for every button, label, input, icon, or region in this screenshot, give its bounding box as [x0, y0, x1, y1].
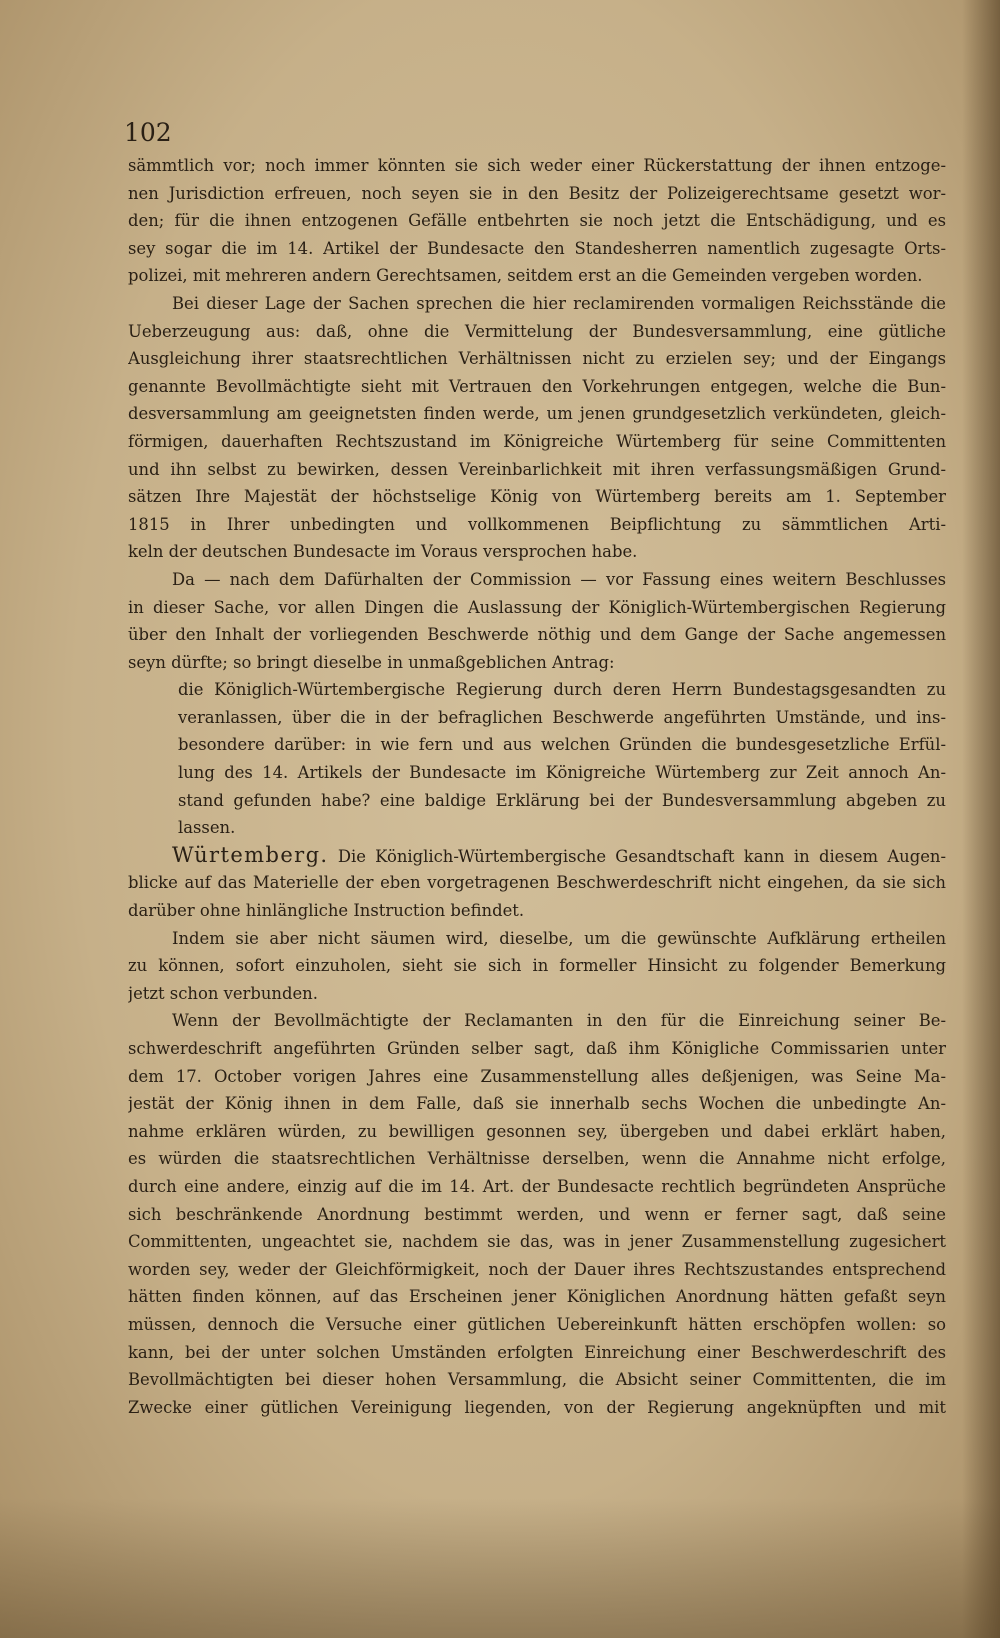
- text-line: desversammlung am geeignetsten finden werde, um jenen grundgesetzlich verkündeten, gleich-: [128, 404, 946, 424]
- text-line: kann, bei der unter solchen Umständen erfolgten Einreichung einer Beschwerdeschrift des: [128, 1342, 946, 1362]
- text-line: schwerdeschrift angeführten Gründen selber sagt, daß ihm Königliche Commissarien unter: [128, 1039, 946, 1058]
- text-line: darüber ohne hinlängliche Instruction befindet.: [128, 901, 525, 921]
- text-line: jetzt schon verbunden.: [128, 983, 318, 1003]
- motion-text-line: veranlassen, über die in der befraglichen Beschwerde angeführten Umstände, und ins-: [178, 707, 946, 727]
- speaker-name: Würtemberg.: [172, 842, 329, 867]
- motion-text-line: lung des 14. Artikels der Bundesacte im Königreiche Würtemberg zur Zeit annoch An-: [178, 763, 946, 783]
- text-line: polizei, mit mehreren andern Gerechtsamen, seitdem erst an die Gemeinden vergeben worden.: [128, 266, 923, 286]
- text-line: sätzen Ihre Majestät der höchstselige König von Würtemberg bereits am 1. September: [128, 487, 946, 507]
- text-line: Zwecke einer gütlichen Vereinigung liegenden, von der Regierung angeknüpften und mit: [128, 1397, 946, 1417]
- motion-text-line: besondere darüber: in wie fern und aus welchen Gründen die bundesgesetzliche Erfül-: [178, 735, 946, 755]
- text-line: nahme erklären würden, zu bewilligen gesonnen sey, übergeben und dabei erklärt haben,: [128, 1121, 946, 1141]
- page-number: 102: [124, 118, 172, 147]
- text-line: Bevollmächtigten bei dieser hohen Versammlung, die Absicht seiner Committenten, die im: [128, 1370, 946, 1390]
- text-line: Indem sie aber nicht säumen wird, dieselbe, um die gewünschte Aufklärung ertheilen: [172, 928, 946, 948]
- text-line: müssen, dennoch die Versuche einer gütlichen Uebereinkunft hätten erschöpfen wollen: so: [128, 1314, 946, 1334]
- text-line: jestät der König ihnen in dem Falle, daß sie innerhalb sechs Wochen die unbedingte An-: [128, 1094, 946, 1114]
- text-line: blicke auf das Materielle der eben vorgetragenen Beschwerdeschrift nicht eingehen, da sie sich: [128, 873, 946, 893]
- text-line: dem 17. October vorigen Jahres eine Zusammenstellung alles deßjenigen, was Seine Ma-: [128, 1066, 946, 1086]
- motion-text-line: die Königlich-Würtembergische Regierung durch deren Herrn Bundestagsgesandten zu: [178, 680, 946, 700]
- text-line: Bei dieser Lage der Sachen sprechen die hier reclamirenden vormaligen Reichsstände die: [172, 293, 946, 313]
- speaker-statement: Die Königlich-Würtembergische Gesandtschaft kann in diesem Augen-: [337, 846, 946, 866]
- text-line: sey sogar die im 14. Artikel der Bundesacte den Standesherren namentlich zugesagte Orts-: [128, 238, 946, 258]
- text-line: sämmtlich vor; noch immer könnten sie sich weder einer Rückerstattung der ihnen entzoge-: [128, 156, 946, 175]
- text-line: zu können, sofort einzuholen, sieht sie sich in formeller Hinsicht zu folgender Bemerkung: [128, 956, 946, 976]
- text-line: und ihn selbst zu bewirken, dessen Vereinbarlichkeit mit ihren verfassungsmäßigen Grund-: [128, 459, 946, 479]
- text-line: Ueberzeugung aus: daß, ohne die Vermittelung der Bundesversammlung, eine gütliche: [128, 321, 946, 341]
- motion-text-line: lassen.: [178, 818, 236, 838]
- text-line: Ausgleichung ihrer staatsrechtlichen Verhältnissen nicht zu erzielen sey; und der Eingangs: [128, 349, 946, 369]
- text-line: [128, 842, 946, 870]
- page-edge-shadow: [962, 0, 1000, 1638]
- text-line: Da — nach dem Dafürhalten der Commission — vor Fassung eines weitern Beschlusses: [172, 569, 946, 589]
- text-line: 1815 in Ihrer unbedingten und vollkommenen Beipflichtung zu sämmtlichen Arti-: [128, 514, 946, 534]
- text-line: förmigen, dauerhaften Rechtszustand im Königreiche Würtemberg für seine Committenten: [128, 431, 946, 451]
- text-line: es würden die staatsrechtlichen Verhältnisse derselben, wenn die Annahme nicht erfolge,: [128, 1149, 946, 1169]
- text-line: nen Jurisdiction erfreuen, noch seyen sie in den Besitz der Polizeigerechtsame gesetzt wor-: [128, 183, 946, 203]
- text-line: keln der deutschen Bundesacte im Voraus versprochen habe.: [128, 542, 638, 562]
- motion-text-line: stand gefunden habe? eine baldige Erklärung bei der Bundesversammlung abgeben zu: [178, 790, 946, 810]
- text-line: seyn dürfte; so bringt dieselbe in unmaßgeblichen Antrag:: [128, 652, 615, 672]
- page-bottom-shadow: [0, 1498, 1000, 1638]
- text-line: sich beschränkende Anordnung bestimmt werden, und wenn er ferner sagt, daß seine: [128, 1204, 946, 1224]
- text-line: durch eine andere, einzig auf die im 14. Art. der Bundesacte rechtlich begründeten Ansprüche: [128, 1176, 946, 1196]
- text-line: genannte Bevollmächtigte sieht mit Vertrauen den Vorkehrungen entgegen, welche die Bun-: [128, 376, 946, 396]
- text-line: worden sey, weder der Gleichförmigkeit, noch der Dauer ihres Rechtszustandes entsprechend: [128, 1259, 946, 1279]
- text-line: den; für die ihnen entzogenen Gefälle entbehrten sie noch jetzt die Entschädigung, und es: [128, 211, 946, 231]
- text-line: hätten finden können, auf das Erscheinen jener Königlichen Anordnung hätten gefaßt seyn: [128, 1287, 946, 1307]
- text-line: Committenten, ungeachtet sie, nachdem sie das, was in jener Zusammenstellung zugesichert: [128, 1232, 946, 1252]
- body-text: [128, 152, 946, 1421]
- text-line: Wenn der Bevollmächtigte der Reclamanten in den für die Einreichung seiner Be-: [172, 1011, 946, 1031]
- text-line: in dieser Sache, vor allen Dingen die Auslassung der Königlich-Würtembergischen Regierung: [128, 597, 946, 617]
- text-line: über den Inhalt der vorliegenden Beschwerde nöthig und dem Gange der Sache angemessen: [128, 625, 946, 645]
